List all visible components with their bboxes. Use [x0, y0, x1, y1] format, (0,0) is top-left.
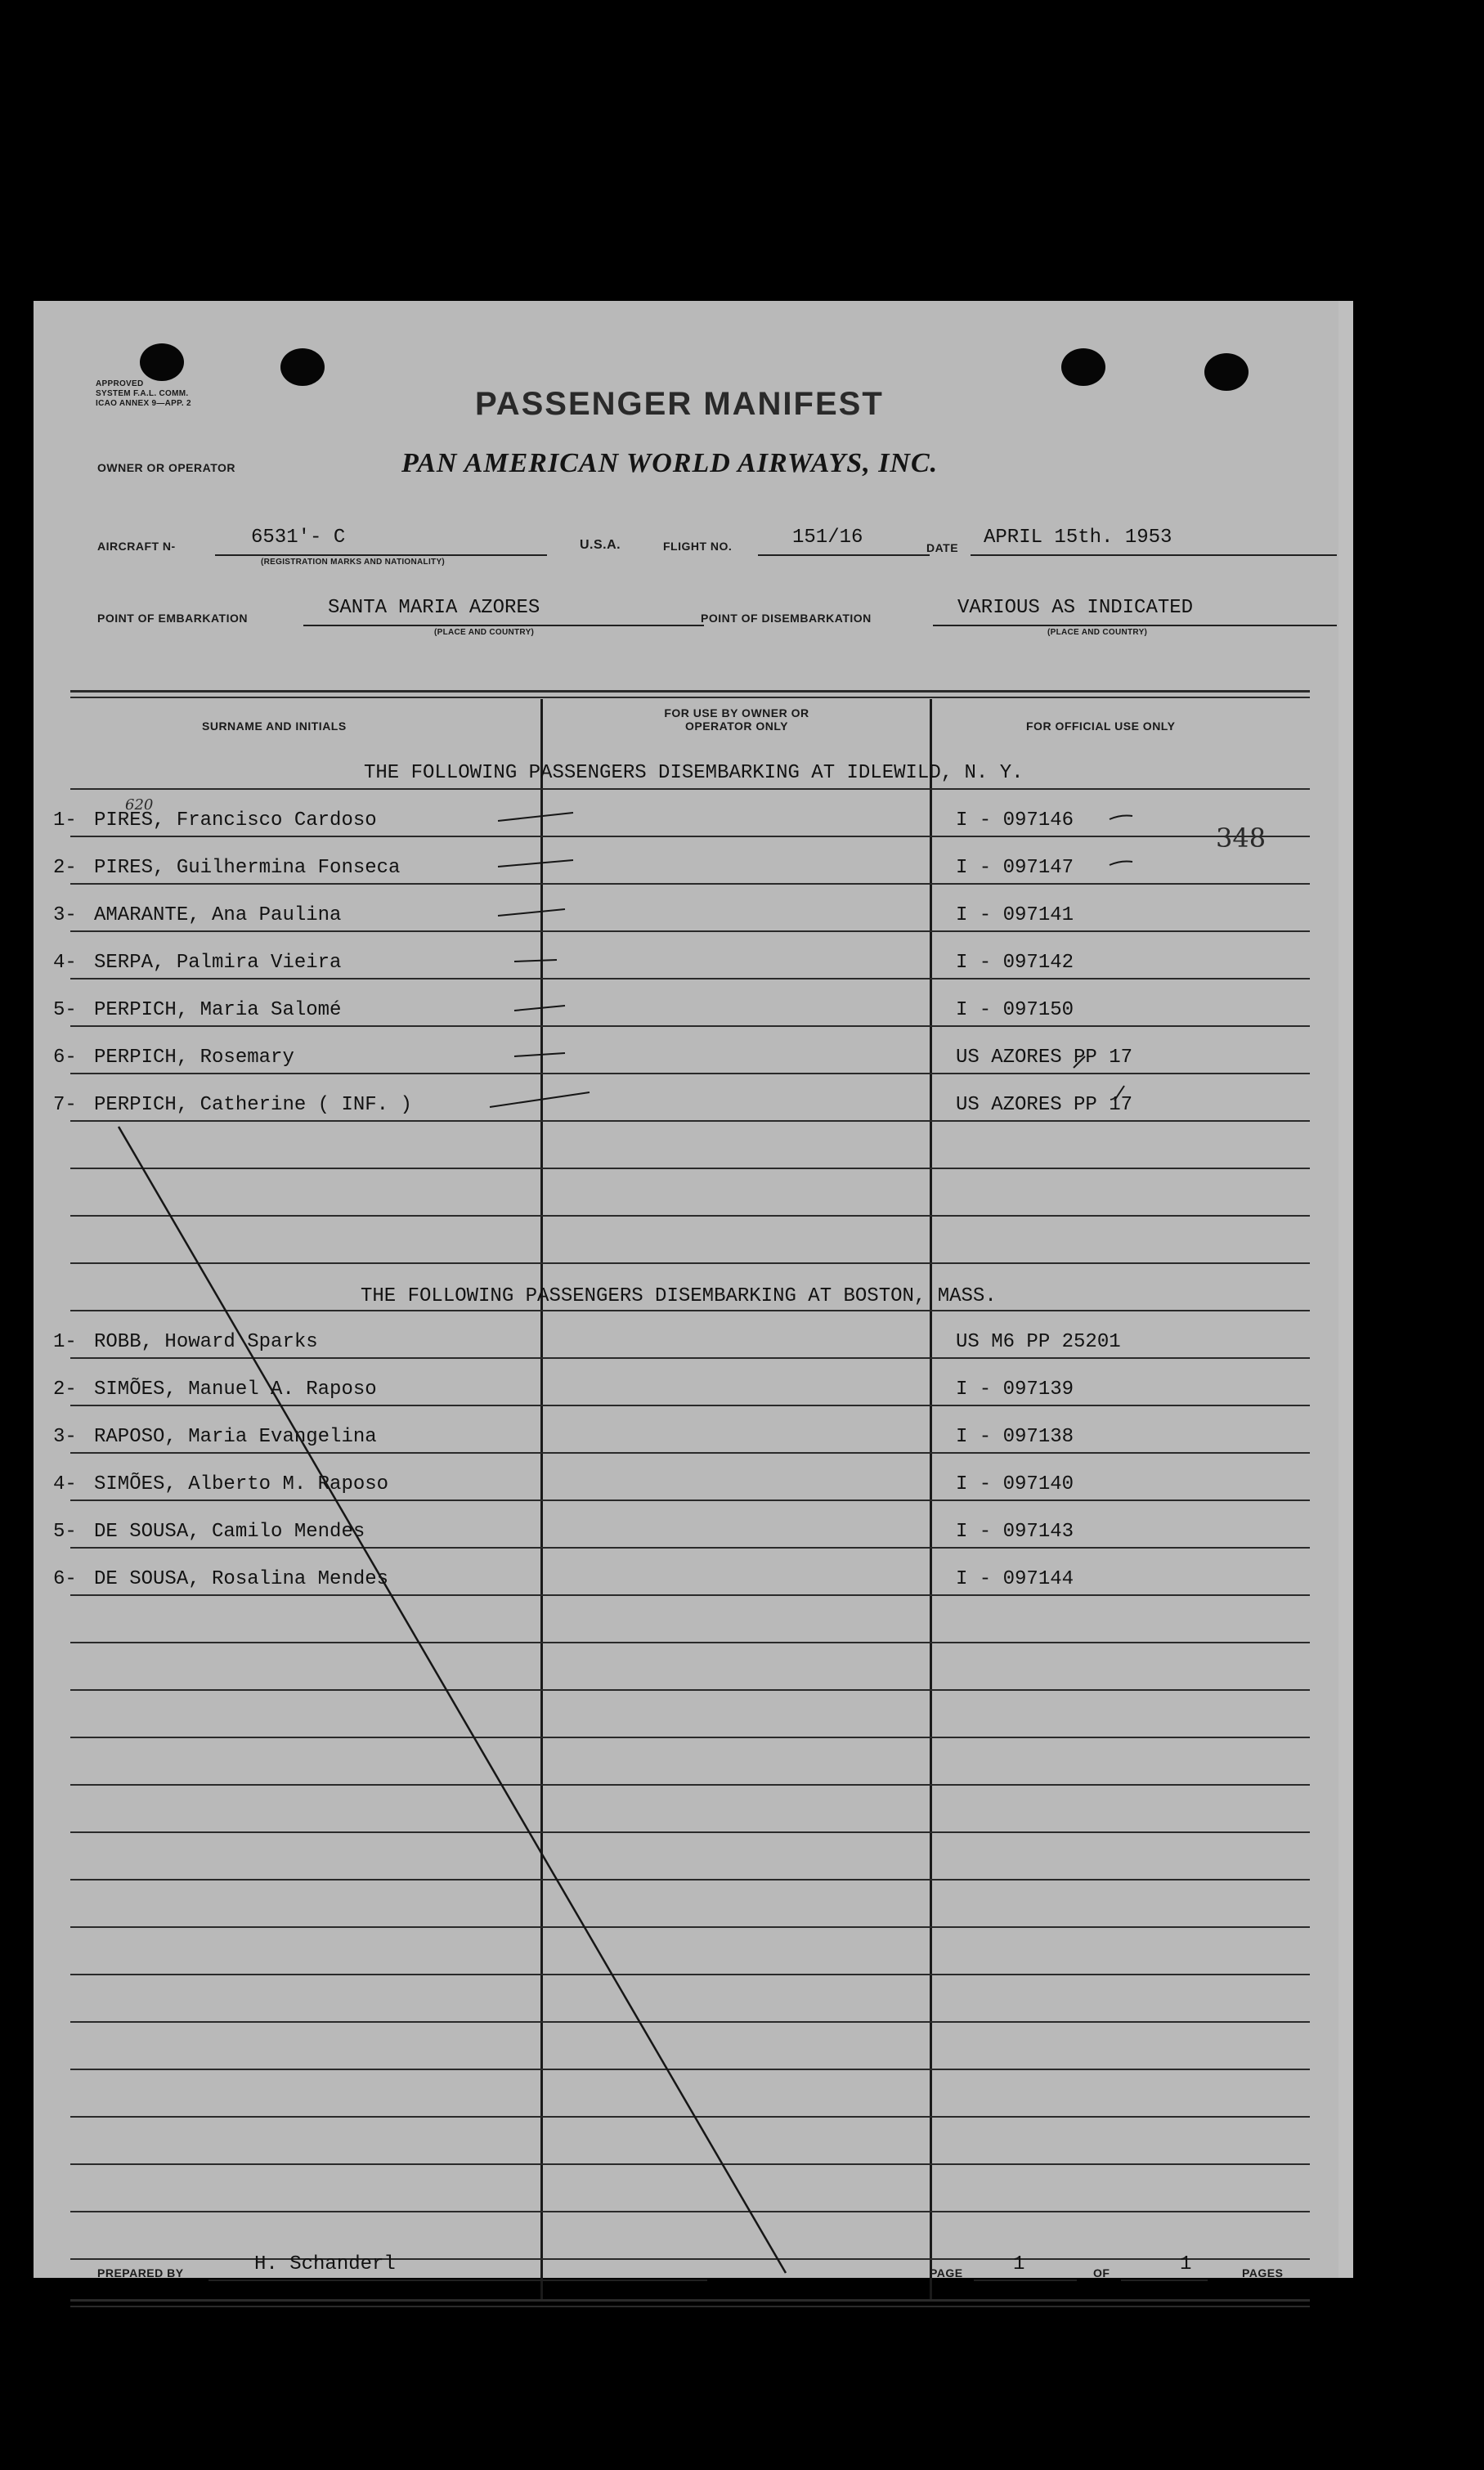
manifest-sheet [34, 301, 1353, 2278]
date-value: APRIL 15th. 1953 [984, 527, 1172, 549]
official-entry: I - 097147 [956, 857, 1074, 879]
passenger-number: 4- [53, 1473, 77, 1495]
passenger-name: PERPICH, Maria Salomé [94, 999, 342, 1021]
passenger-number: 3- [53, 1426, 77, 1448]
official-entry: I - 097141 [956, 904, 1074, 926]
official-entry: I - 097144 [956, 1568, 1074, 1590]
aircraft-label: AIRCRAFT N- [97, 540, 176, 553]
date-label: DATE [926, 541, 959, 554]
passenger-name: SIMÕES, Manuel A. Raposo [94, 1378, 377, 1401]
official-entry: I - 097138 [956, 1426, 1074, 1448]
official-entry: I - 097139 [956, 1378, 1074, 1401]
page-underline [974, 2279, 1077, 2281]
passenger-name: PERPICH, Rosemary [94, 1047, 294, 1069]
official-entry: I - 097143 [956, 1521, 1074, 1543]
official-entry: US AZORES PP 17 [956, 1047, 1133, 1069]
of-label: OF [1093, 2266, 1110, 2279]
passenger-number: 6- [53, 1047, 77, 1069]
official-entry: I - 097150 [956, 999, 1074, 1021]
col-owner-header: FOR USE BY OWNER OR OPERATOR ONLY [664, 706, 809, 733]
passenger-number: 2- [53, 1378, 77, 1401]
passenger-number: 4- [53, 952, 77, 974]
passenger-name: RAPOSO, Maria Evangelina [94, 1426, 377, 1448]
place-caption: (PLACE AND COUNTRY) [434, 628, 535, 637]
of-underline [1121, 2279, 1208, 2281]
passenger-name: DE SOUSA, Rosalina Mendes [94, 1568, 389, 1590]
passenger-number: 3- [53, 904, 77, 926]
place-caption: (PLACE AND COUNTRY) [1047, 628, 1148, 637]
group-heading-boston: THE FOLLOWING PASSENGERS DISEMBARKING AT BOSTON, MASS. [361, 1285, 997, 1307]
official-entry: US AZORES PP 17 [956, 1094, 1133, 1116]
passenger-number: 6- [53, 1568, 77, 1590]
disembark-value: VARIOUS AS INDICATED [957, 597, 1194, 619]
passenger-name: SERPA, Palmira Vieira [94, 952, 342, 974]
passenger-name: SIMÕES, Alberto M. Raposo [94, 1473, 389, 1495]
page-label: PAGE [930, 2266, 963, 2279]
col-official-header: FOR OFFICIAL USE ONLY [1026, 719, 1176, 733]
official-entry: I - 097146 [956, 809, 1074, 832]
flight-label: FLIGHT NO. [663, 540, 733, 553]
table-bottom-rule [70, 2306, 1310, 2307]
approval-line: APPROVED [96, 379, 144, 388]
official-entry: I - 097142 [956, 952, 1074, 974]
side-number: 348 [1216, 823, 1267, 854]
passenger-number: 5- [53, 999, 77, 1021]
pages-label: PAGES [1242, 2266, 1284, 2279]
group-heading-idlewild: THE FOLLOWING PASSENGERS DISEMBARKING AT IDLEWILD, N. Y. [364, 762, 1024, 784]
passenger-name: PIRES, Guilhermina Fonseca [94, 857, 401, 879]
prepared-label: PREPARED BY [97, 2266, 184, 2279]
embark-label: POINT OF EMBARKATION [97, 612, 248, 625]
approval-line: ICAO ANNEX 9—APP. 2 [96, 399, 191, 408]
prepared-underline [208, 2279, 707, 2281]
page-title: PASSENGER MANIFEST [475, 386, 884, 422]
passenger-number: 1- [53, 809, 77, 832]
disembark-label: POINT OF DISEMBARKATION [701, 612, 872, 625]
table-bottom-rule [70, 2299, 1310, 2302]
passenger-name: ROBB, Howard Sparks [94, 1331, 318, 1353]
passenger-number: 1- [53, 1331, 77, 1353]
aircraft-value: 6531'- C [251, 527, 346, 549]
registration-caption: (REGISTRATION MARKS AND NATIONALITY) [261, 558, 446, 567]
pen-marks [34, 301, 1353, 2278]
owner-label: OWNER OR OPERATOR [97, 461, 235, 474]
col-surname-header: SURNAME AND INITIALS [202, 719, 347, 733]
passenger-name: DE SOUSA, Camilo Mendes [94, 1521, 365, 1543]
passenger-name: AMARANTE, Ana Paulina [94, 904, 342, 926]
usa-label: U.S.A. [580, 538, 621, 552]
official-entry: I - 097140 [956, 1473, 1074, 1495]
passenger-name: PERPICH, Catherine ( INF. ) [94, 1094, 412, 1116]
passenger-name: PIRES, Francisco Cardoso [94, 809, 377, 832]
flight-value: 151/16 [792, 527, 863, 549]
passenger-number: 2- [53, 857, 77, 879]
passenger-number: 7- [53, 1094, 77, 1116]
owner-value: PAN AMERICAN WORLD AIRWAYS, INC. [401, 448, 939, 478]
passenger-number: 5- [53, 1521, 77, 1543]
embark-value: SANTA MARIA AZORES [328, 597, 540, 619]
approval-line: SYSTEM F.A.L. COMM. [96, 389, 189, 398]
of-value: 1 [1180, 2253, 1192, 2275]
official-entry: US M6 PP 25201 [956, 1331, 1121, 1353]
handwritten-mark: 620 [125, 796, 154, 814]
page-value: 1 [1013, 2253, 1025, 2275]
prepared-value: H. Schanderl [254, 2253, 396, 2275]
